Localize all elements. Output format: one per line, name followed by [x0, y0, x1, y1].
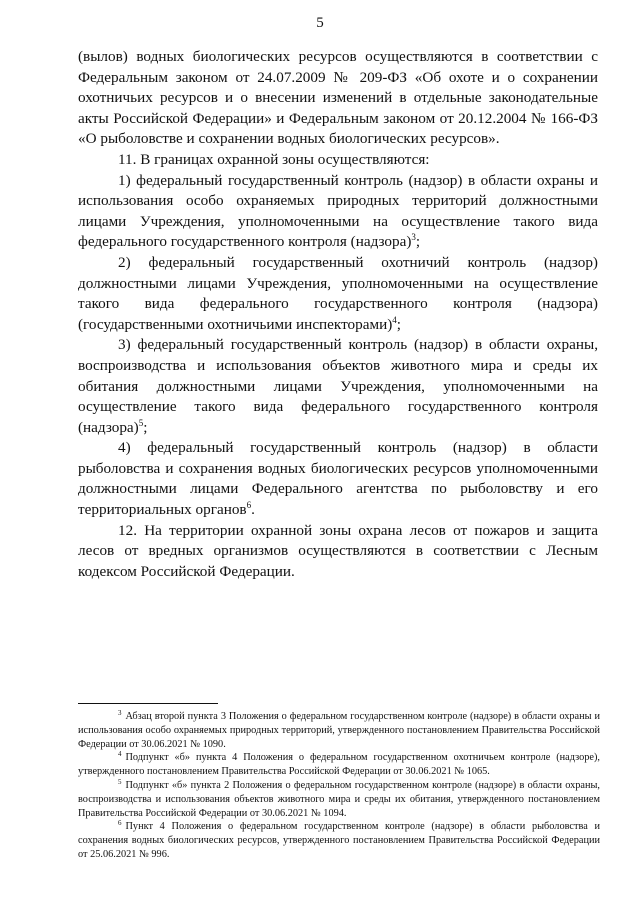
document-body	[78, 47, 598, 582]
page-number: 5	[316, 15, 324, 31]
paragraph-text: (вылов) водных биологических ресурсов осуществляются в соответствии с Федеральным законом от 24.07.2009 № 209-ФЗ «Об охоте и о сохранении охотничьих ресурсов и о внесении изменений в отдельные законодательные акты Российской Федерации» и Федеральным законом от 20.12.2004 № 166-ФЗ «О рыболовстве и сохранении водных биологических ресурсов».	[78, 48, 598, 148]
paragraph-text: 4) федеральный государственный контроль (надзор) в области рыболовства и сохранения водных биологических ресурсов уполномоченными должностными лицами Федерального агентства по рыболовству и его территориальных органов	[78, 439, 598, 519]
paragraph-item-11	[78, 150, 598, 171]
footnote-ref[interactable]: 4	[392, 314, 397, 325]
paragraph-text: 2) федеральный государственный охотничий контроль (надзор) должностными лицами Учреждения, уполномоченными на осуществление такого вида федерального государственного контроля (надзора) (государственными охотничьими инспекторами)	[78, 253, 598, 333]
footnotes	[78, 710, 600, 862]
paragraph-continuation	[78, 47, 598, 150]
footnote-separator	[78, 703, 218, 704]
footnote-ref[interactable]: 6	[246, 500, 252, 510]
footnote-number: 6	[118, 818, 122, 827]
paragraph-subitem-1	[78, 171, 598, 253]
footnote	[78, 751, 600, 779]
footnote-text: Абзац второй пункта 3 Положения о федеральном государственном контроле (надзоре) в области охраны и использования особо охраняемых природных территорий, утвержденного постановлением Правительства Российской Федерации от 30.06.2021 № 1090.	[78, 711, 600, 750]
paragraph-item-12	[78, 521, 598, 583]
footnote-number: 4	[118, 749, 122, 758]
paragraph-subitem-3	[78, 335, 598, 438]
footnote-number: 3	[118, 708, 122, 717]
footnote-ref[interactable]: 5	[138, 417, 144, 428]
paragraph-text: 1) федеральный государственный контроль (надзор) в области охраны и использования особо охраняемых природных территорий должностными лицами Учреждения, уполномоченными на осуществление такого вида федерального государственного контроля (надзора)	[78, 171, 598, 251]
paragraph-text: 11. В границах охранной зоны осуществляются:	[118, 150, 430, 168]
paragraph-tail: .	[251, 501, 255, 519]
paragraph-tail: ;	[143, 418, 148, 436]
paragraph-tail: ;	[415, 233, 421, 251]
footnote	[78, 710, 600, 751]
paragraph-text: 12. На территории охранной зоны охрана лесов от пожаров и защита лесов от вредных организмов осуществляются в соответствии с Лесным кодексом Российской Федерации.	[78, 521, 598, 580]
paragraph-subitem-2	[78, 253, 598, 335]
footnote-text: Пункт 4 Положения о федеральном государственном контроле (надзоре) в области рыболовства и сохранения водных биологических ресурсов, утвержденного постановлением Правительства Российской Федерации от 25.06.2021 № 996.	[78, 821, 600, 860]
paragraph-text: 3) федеральный государственный контроль (надзор) в области охраны, воспроизводства и использования объектов животного мира и среды их обитания должностными лицами Учреждения, уполномоченными на осуществление такого вида федерального государственного контроля (надзора)	[78, 336, 598, 436]
footnote-text: Подпункт «б» пункта 4 Положения о федеральном государственном охотничьем контроле (надзоре), утвержденного постановлением Правительства Российской Федерации от 30.06.2021 № 1065.	[78, 752, 600, 778]
footnote-text: Подпункт «б» пункта 2 Положения о федеральном государственном контроле (надзоре) в области охраны, воспроизводства и использования объектов животного мира и среды их обитания, утвержденного постановлением Правительства Российской Федерации от 30.06.2021 № 1094.	[78, 779, 600, 819]
footnote-ref[interactable]: 3	[411, 232, 416, 243]
footnote	[78, 779, 600, 820]
footnote-number: 5	[118, 777, 122, 786]
paragraph-tail: ;	[396, 315, 401, 333]
paragraph-subitem-4	[78, 438, 598, 520]
footnote	[78, 820, 600, 861]
